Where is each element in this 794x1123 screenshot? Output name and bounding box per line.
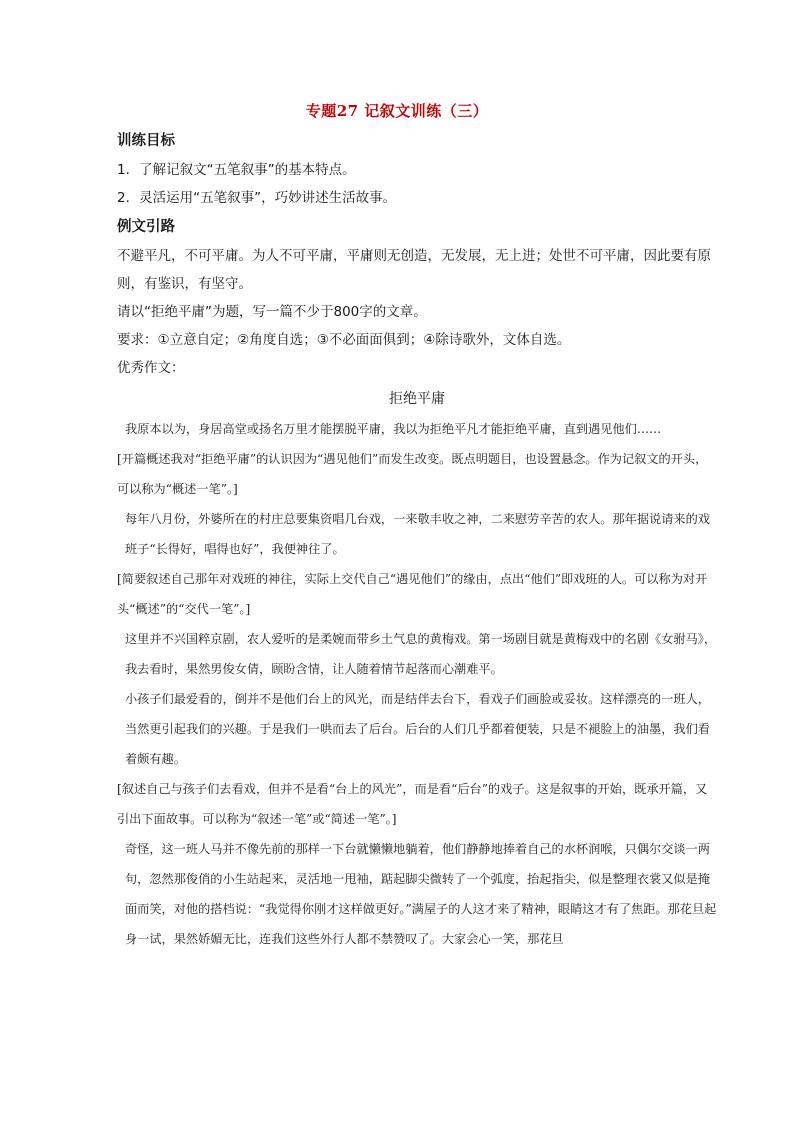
essay-paragraph-1: 我原本以为，身居高堂或扬名万里才能摆脱平庸，我以为拒绝平凡才能拒绝平庸，直到遇见他们…… [125, 422, 662, 436]
document-title: 专题27 记叙文训练（三） [305, 102, 489, 120]
prompt-requirements: 要求：①立意自定；②角度自选；③不必面面俱到；④除诗歌外，文体自选。 [117, 332, 571, 348]
document-body [117, 130, 717, 954]
goal-heading: 训练目标 [117, 133, 175, 149]
prompt-paragraph: 不避平凡，不可平庸。为人不可平庸，平庸则无创造，无发展，无上进；处世不可平庸，因此要有原则，有鉴识，有坚守。 [117, 248, 711, 292]
sample-essay-label: 优秀作文： [117, 360, 185, 376]
essay-annotation-1: [开篇概述我对“拒绝平庸”的认识因为“遇见他们”而发生改变。既点明题目，也设置悬念。作为记叙文的开头，可以称为“概述一笔”。] [117, 452, 708, 496]
essay-paragraph-4: 小孩子们最爱看的，倒并不是他们台上的风光，而是结伴去台下，看戏子们画脸或妥妆。这样漂亮的一班人，当然更引起我们的兴趣。于是我们一哄而去了后台。后台的人们几乎都着便装，只是不褪脸上的油墨，我们看着颇有趣。 [125, 692, 710, 766]
essay-annotation-3: [叙述自己与孩子们去看戏，但并不是看“台上的风光”，而是看“后台”的戏子。这是叙事的开始，既承开篇，又引出下面故事。可以称为“叙述一笔”或“简述一笔”。] [117, 782, 708, 826]
prompt-instruction: 请以“拒绝平庸”为题，写一篇不少于800字的文章。 [117, 304, 427, 320]
essay-paragraph-5: 奇怪，这一班人马并不像先前的那样一下台就懒懒地躺着，他们静静地捧着自己的水杯润喉，只偶尔交谈一两句，忽然那俊俏的小生站起来，灵活地一甩袖，踮起脚尖微转了一个弧度，抬起指尖，似是整理衣裳又似是掩面而笑，对他的搭档说：“我觉得你刚才这样做更好。”满屋子的人这才来了精神，眼睛这才有了焦距。那花旦起身一试，果然娇媚无比，连我们这些外行人都不禁赞叹了。大家会心一笑，那花旦 [125, 842, 717, 946]
essay-title: 拒绝平庸 [389, 391, 445, 407]
goal-item-1: 1．了解记叙文“五笔叙事”的基本特点。 [117, 162, 356, 178]
essay-annotation-2: [简要叙述自己那年对戏班的神往，实际上交代自己“遇见他们”的缘由，点出“他们”即戏班的人。可以称为对开头“概述”的“交代一笔”。] [117, 572, 708, 616]
essay-paragraph-2: 每年八月份，外婆所在的村庄总要集资唱几台戏，一来敬丰收之神，二来慰劳辛苦的农人。那年据说请来的戏班子“长得好，唱得也好”，我便神往了。 [125, 512, 710, 556]
example-heading: 例文引路 [117, 219, 175, 235]
essay-paragraph-3: 这里并不兴国粹京剧，农人爱听的是柔婉而带乡土气息的黄梅戏。第一场剧目就是黄梅戏中的名剧《女驸马》，我去看时，果然男俊女倩，顾盼含情，让人随着情节起落而心潮难平。 [125, 632, 717, 676]
goal-item-2: 2．灵活运用“五笔叙事”，巧妙讲述生活故事。 [117, 190, 397, 206]
